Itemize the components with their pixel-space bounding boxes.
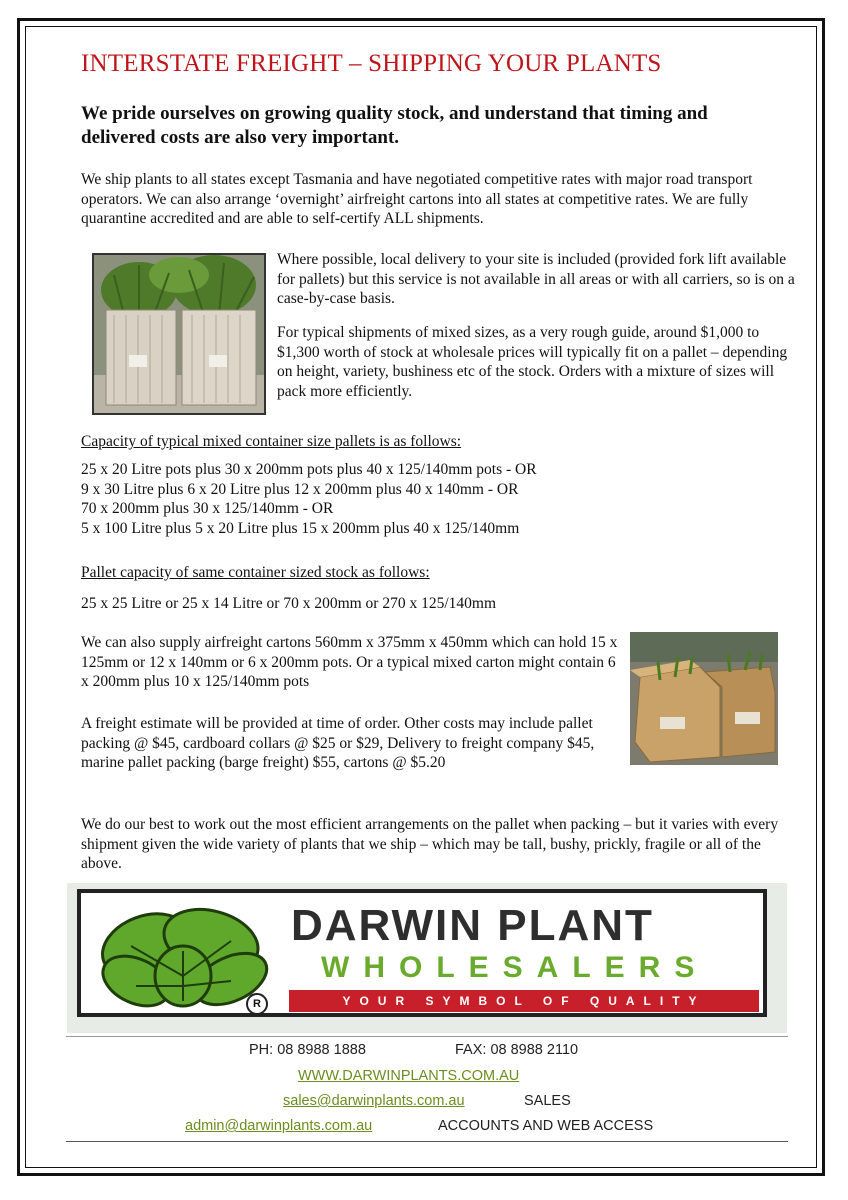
paragraph-airfreight-cartons: We can also supply airfreight cartons 560mm x 375mm x 450mm which can hold 15 x 125mm or 12 x 140mm or 6 x 200mm pots. Or a typical mixed carton might contain 6 x 200mm plus 10 x 125/140mm pots <box>81 634 618 690</box>
divider <box>66 1036 788 1037</box>
list-item: 25 x 20 Litre pots plus 30 x 200mm pots plus 40 x 125/140mm pots - OR <box>81 461 537 478</box>
brand-name-line2: WHOLESALERS <box>321 951 709 984</box>
list-item: 70 x 200mm plus 30 x 125/140mm - OR <box>81 500 334 517</box>
list-item: 5 x 100 Litre plus 5 x 20 Litre plus 15 x 200mm plus 40 x 125/140mm <box>81 519 520 537</box>
list-item: 9 x 30 Litre plus 6 x 20 Litre plus 12 x 200mm plus 40 x 140mm - OR <box>81 480 519 498</box>
divider <box>66 1141 788 1142</box>
phone-number: PH: 08 8988 1888 <box>249 1042 366 1058</box>
mixed-capacity-heading: Capacity of typical mixed container size pallets is as follows: <box>81 433 462 450</box>
website-link[interactable]: WWW.DARWINPLANTS.COM.AU <box>298 1068 520 1084</box>
same-capacity-heading: Pallet capacity of same container sized stock as follows: <box>81 564 430 581</box>
registered-mark: R <box>246 993 268 1015</box>
paragraph-packing-note: We do our best to work out the most efficient arrangements on the pallet when packing – but it varies with every shipment given the wide variety of plants that we ship – which may be tall, bushy, prickly, fragile or all of the above. <box>81 816 779 872</box>
paragraph-local-delivery: Where possible, local delivery to your site is included (provided fork lift available for pallets) but this service is not available in all areas or with all carriers, so is on a case-by-case basis. <box>277 251 795 307</box>
same-capacity-line: 25 x 25 Litre or 25 x 14 Litre or 70 x 200mm or 270 x 125/140mm <box>81 595 497 612</box>
brand-name-line1: DARWIN PLANT <box>291 901 654 950</box>
lead-statement: We pride ourselves on growing quality stock, and understand that timing and delivered costs are also very important. <box>81 103 708 148</box>
paragraph-freight-estimate: A freight estimate will be provided at time of order. Other costs may include pallet packing @ $45, cardboard collars @ $25 or $29, Delivery to freight company $45, marine pallet packing (barge freight) $55, cartons @ $5.20 <box>81 715 595 771</box>
paragraph-shipping: We ship plants to all states except Tasmania and have negotiated competitive rates with major road transport operators. We can also arrange ‘overnight’ airfreight cartons into all states at competitive rates. We are fully quarantine accredited and are able to self-certify ALL shipments. <box>81 171 753 227</box>
admin-email-link[interactable]: admin@darwinplants.com.au <box>185 1118 373 1134</box>
sales-label: SALES <box>524 1093 571 1109</box>
page-title: INTERSTATE FREIGHT – SHIPPING YOUR PLANTS <box>81 50 662 77</box>
logo-frame <box>77 889 767 1017</box>
fax-number: FAX: 08 8988 2110 <box>455 1042 579 1058</box>
sales-email-link[interactable]: sales@darwinplants.com.au <box>283 1093 465 1109</box>
mixed-capacity-list <box>81 460 537 538</box>
admin-label: ACCOUNTS AND WEB ACCESS <box>438 1118 654 1134</box>
paragraph-pallet-guide: For typical shipments of mixed sizes, as a very rough guide, around $1,000 to $1,300 worth of stock at wholesale prices will typically fit on a pallet – depending on height, variety, bushiness etc of the stock. Orders with a mixture of sizes will pack more efficiently. <box>277 324 788 400</box>
pallet-plants-photo <box>92 253 266 415</box>
brand-tagline: YOUR SYMBOL OF QUALITY <box>289 990 759 1012</box>
cartons-photo <box>630 632 778 765</box>
company-logo-banner <box>67 883 787 1033</box>
